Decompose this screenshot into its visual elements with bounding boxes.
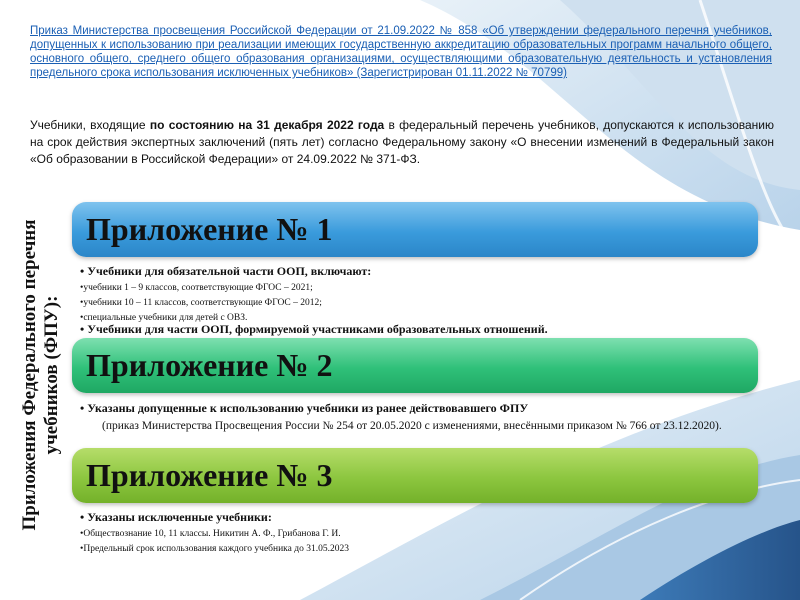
appendix-2-main-bullet: • Указаны допущенные к использованию учебники из ранее действовавшего ФПУ	[80, 401, 770, 416]
appendix-3-banner: Приложение № 3	[72, 448, 758, 503]
intro-paragraph	[30, 117, 774, 168]
appendix-1-content	[80, 264, 770, 326]
appendix-2-note: (приказ Министерства Просвещения России № 254 от 20.05.2020 с изменениями, внесёнными приказом № 766 от 23.12.2020).	[102, 420, 722, 432]
appendix-1-banner: Приложение № 1	[72, 202, 758, 257]
appendix-1-main-bullet: • Учебники для обязательной части ООП, включают:	[80, 264, 770, 279]
appendix-1-sub-bullet: • учебники 1 – 9 классов, соответствующие ФГОС – 2021;	[80, 281, 770, 296]
appendix-1-second-bullet: • Учебники для части ООП, формируемой участниками образовательных отношений.	[80, 322, 770, 337]
intro-bold-date: по состоянию на 31 декабря 2022 года	[149, 118, 385, 132]
order-link[interactable]: Приказ Министерства просвещения Российской Федерации от 21.09.2022 № 858 «Об утверждении федерального перечня учебников, допущенных к использованию при реализации имеющих государственную аккредитацию образовательных программ начального общего, основного общего, среднего общего образования организациями, осуществляющими образовательную деятельность и установления предельного срока использования исключенных учебников» (Зарегистрирован 01.11.2022 № 70799)	[30, 25, 772, 79]
appendix-3-sub-bullet: • Обществознание 10, 11 классы. Никитин А. Ф., Грибанова Г. И.	[80, 527, 770, 542]
appendix-1-sub-bullet: • специальные учебники для детей с ОВЗ.	[80, 311, 770, 326]
appendix-3-main-bullet: • Указаны исключенные учебники:	[80, 510, 770, 525]
appendix-1-sub-bullet: • учебники 10 – 11 классов, соответствующие ФГОС – 2012;	[80, 296, 770, 311]
appendix-3-content	[80, 510, 770, 557]
appendix-2-content	[80, 401, 770, 433]
appendix-3-sub-bullet: • Предельный срок использования каждого учебника до 31.05.2023	[80, 542, 770, 557]
intro-text-1: Учебники, входящие	[30, 118, 150, 132]
intro-text-2: в федеральный перечень учебников, допускаются к использованию на срок действия экспертных заключений (пять лет) согласно Федеральному закону «О внесении изменений в Федеральный закон «Об образовании в Российской Федерации» от 24.09.2022 № 371-ФЗ.	[30, 118, 775, 166]
side-title-text: Приложения Федерального перечня учебников (ФПУ):	[19, 219, 62, 531]
appendix-1-content-2	[80, 322, 770, 339]
side-title	[10, 205, 72, 545]
appendix-2-banner: Приложение № 2	[72, 338, 758, 393]
